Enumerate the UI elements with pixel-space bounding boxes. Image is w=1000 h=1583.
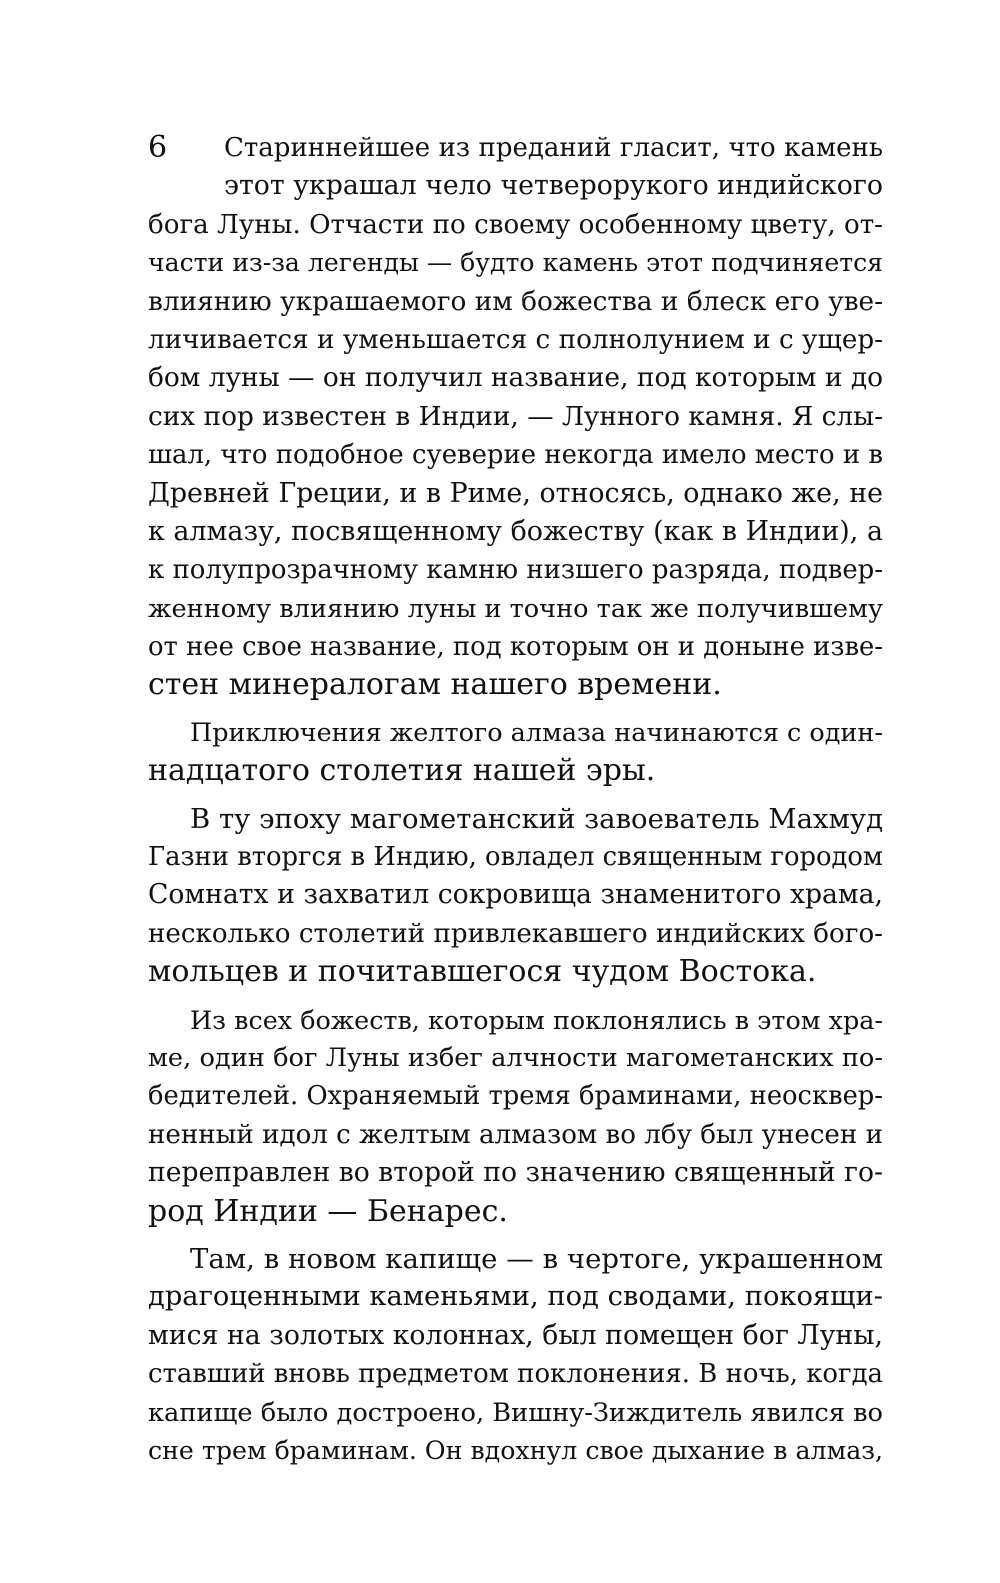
paragraph-4 bbox=[148, 1001, 883, 1231]
text-line: от нее свое название, под которым он и доныне изве- bbox=[148, 632, 883, 663]
text-line: Газни вторгся в Индию, овладел священным городом bbox=[148, 842, 883, 873]
paragraph-2 bbox=[148, 714, 883, 791]
text-line: влиянию украшаемого им божества и блеск его уве- bbox=[148, 286, 883, 317]
text-line: род Индии — Бенарес. bbox=[148, 1193, 508, 1229]
text-line: сих пор известен в Индии, — Лунного камня. Я слы- bbox=[148, 401, 883, 432]
text-line: несколько столетий привлекавшего индийских бого- bbox=[148, 918, 883, 949]
text-line: Приключения желтого алмаза начинаются с один- bbox=[190, 717, 883, 748]
body-text bbox=[148, 129, 883, 1479]
text-line: ме, один бог Луны избег алчности магометанских по- bbox=[148, 1042, 883, 1073]
text-line: шал, что подобное суеверие некогда имело место и в bbox=[148, 440, 883, 471]
text-line: сне трем браминам. Он вдохнул свое дыхание в алмаз, bbox=[148, 1435, 883, 1465]
text-line: надцатого столетия нашей эры. bbox=[148, 753, 656, 789]
text-line: личивается и уменьшается с полнолунием и с ущер- bbox=[148, 324, 883, 355]
paragraph-1 bbox=[148, 129, 883, 705]
text-line: Сомнатх и захватил сокровища знаменитого храма, bbox=[148, 879, 883, 911]
text-line: к полупрозрачному камню низшего разряда, подвер- bbox=[148, 555, 883, 586]
paragraph-3 bbox=[148, 800, 883, 992]
page-number: 6 bbox=[148, 130, 168, 165]
text-line: драгоценными каменьями, под сводами, покоящи- bbox=[148, 1281, 883, 1313]
text-line: Древней Греции, и в Риме, относясь, однако же, не bbox=[148, 477, 883, 509]
paragraph-5 bbox=[148, 1240, 883, 1470]
text-line: Стариннейшее из преданий гласит, что камень bbox=[224, 133, 883, 163]
text-line: Из всех божеств, которым поклонялись в этом хра- bbox=[190, 1004, 883, 1035]
text-line: В ту эпоху магометанский завоеватель Махмуд bbox=[190, 802, 883, 835]
text-line: этот украшал чело четверорукого индийского bbox=[224, 170, 883, 202]
text-line: части из-за легенды — будто камень этот подчиняется bbox=[148, 248, 883, 278]
text-line: бедителей. Охраняемый тремя браминами, неосквер- bbox=[148, 1081, 883, 1112]
text-line: бом луны — он получил название, под которым и до bbox=[148, 362, 883, 394]
text-line: женному влиянию луны и точно так же получившему bbox=[148, 593, 883, 624]
text-line: Там, в новом капище — в чертоге, украшенном bbox=[190, 1242, 883, 1275]
text-line: капище было достроено, Вишну-Зиждитель явился во bbox=[148, 1397, 883, 1428]
text-line: стен минералогам нашего времени. bbox=[148, 667, 722, 703]
text-line: мися на золотых колоннах, был помещен бог Луны, bbox=[148, 1319, 883, 1351]
text-line: ставший вновь предметом поклонения. В ночь, когда bbox=[148, 1359, 883, 1390]
text-line: мольцев и почитавшегося чудом Востока. bbox=[148, 954, 817, 990]
text-line: ненный идол с желтым алмазом во лбу был унесен и bbox=[148, 1119, 883, 1150]
text-line: к алмазу, посвященному божеству (как в Индии), а bbox=[148, 515, 883, 547]
text-line: бога Луны. Отчасти по своему особенному цвету, от- bbox=[148, 209, 883, 240]
text-line: переправлен во второй по значению священный го- bbox=[148, 1157, 883, 1189]
